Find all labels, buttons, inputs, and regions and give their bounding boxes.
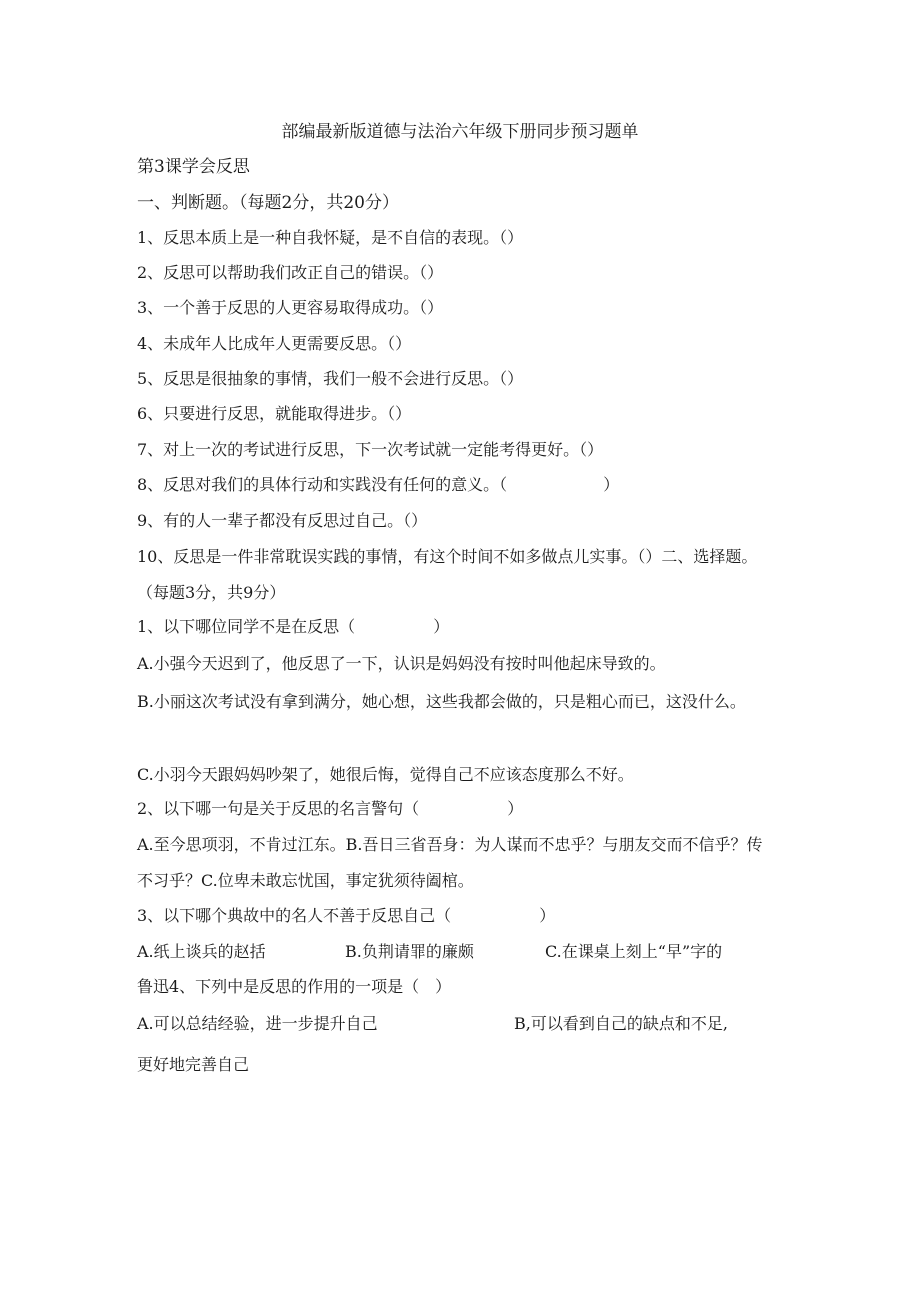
mc-question-3-option-a: A.纸上谈兵的赵括	[137, 942, 266, 961]
mc-question-4-option-b-continuation: 更好地完善自己	[137, 1055, 250, 1074]
tf-question-4: 4、未成年人比成年人更需要反思。（）	[137, 334, 412, 353]
tf-question-2: 2、反思可以帮助我们改正自己的错误。（）	[137, 263, 444, 282]
tf-question-9: 9、有的人一辈子都没有反思过自己。（）	[137, 511, 428, 530]
tf-question-5: 5、反思是很抽象的事情，我们一般不会进行反思。（）	[137, 369, 524, 388]
mc-question-1-option-c: C.小羽今天跟妈妈吵架了，她很后悔，觉得自己不应该态度那么不好。	[137, 765, 634, 784]
mc-question-2-stem: 2、以下哪一句是关于反思的名言警句（	[137, 799, 420, 818]
tf-question-8-text: 8、反思对我们的具体行动和实践没有任何的意义。（	[137, 475, 508, 494]
mc-question-3	[137, 906, 555, 926]
tf-question-8	[137, 475, 619, 495]
lesson-title: 第3课学会反思	[137, 157, 250, 177]
tf-question-1: 1、反思本质上是一种自我怀疑，是不自信的表现。（）	[137, 228, 524, 247]
mc-question-1-option-a: A.小强今天迟到了，他反思了一下，认识是妈妈没有按时叫他起床导致的。	[137, 654, 666, 673]
tf-question-3: 3、一个善于反思的人更容易取得成功。（）	[137, 298, 444, 317]
mc-question-3-option-b: B.负荆请罪的廉颇	[345, 942, 474, 961]
document-title: 部编最新版道德与法治六年级下册同步预习题单	[281, 122, 639, 142]
tf-question-8-close: ）	[603, 475, 620, 494]
mc-question-2-close: ）	[507, 799, 524, 818]
mc-question-2-options: A.至今思项羽，不肯过江东。B.吾日三省吾身：为人谋而不忠乎？与朋友交而不信乎？传不习乎？C.位卑未敢忘忧国，事定犹须待阖棺。	[137, 835, 763, 890]
mc-question-4-option-a: A.可以总结经验，进一步提升自己	[137, 1014, 378, 1033]
tf-question-7: 7、对上一次的考试进行反思，下一次考试就一定能考得更好。（）	[137, 440, 604, 459]
section-heading-true-false: 一、判断题。（每题2分，共20分）	[137, 193, 399, 213]
mc-question-4-option-b: B,可以看到自己的缺点和不足,	[514, 1014, 728, 1033]
mc-question-1-option-b: B.小丽这次考试没有拿到满分，她心想，这些我都会做的，只是粗心而已，这没什么。	[137, 692, 746, 711]
mc-question-1-stem: 1、以下哪位同学不是在反思（	[137, 617, 356, 636]
mc-question-2	[137, 799, 523, 819]
mc-question-1-close: ）	[433, 617, 450, 636]
tf-question-10: 10、反思是一件非常耽误实践的事情，有这个时间不如多做点儿实事。（）二、选择题。（每题3分，共9分）	[137, 547, 758, 602]
mc-question-1	[137, 617, 449, 637]
tf-question-6: 6、只要进行反思，就能取得进步。（）	[137, 404, 412, 423]
mc-question-3-close: ）	[539, 906, 556, 925]
mc-question-3-c-continuation-and-question-4: 鲁迅4、下列中是反思的作用的一项是（ ）	[137, 977, 452, 996]
mc-question-3-stem: 3、以下哪个典故中的名人不善于反思自己（	[137, 906, 452, 925]
mc-question-3-option-c: C.在课桌上刻上“早”字的	[545, 942, 723, 961]
